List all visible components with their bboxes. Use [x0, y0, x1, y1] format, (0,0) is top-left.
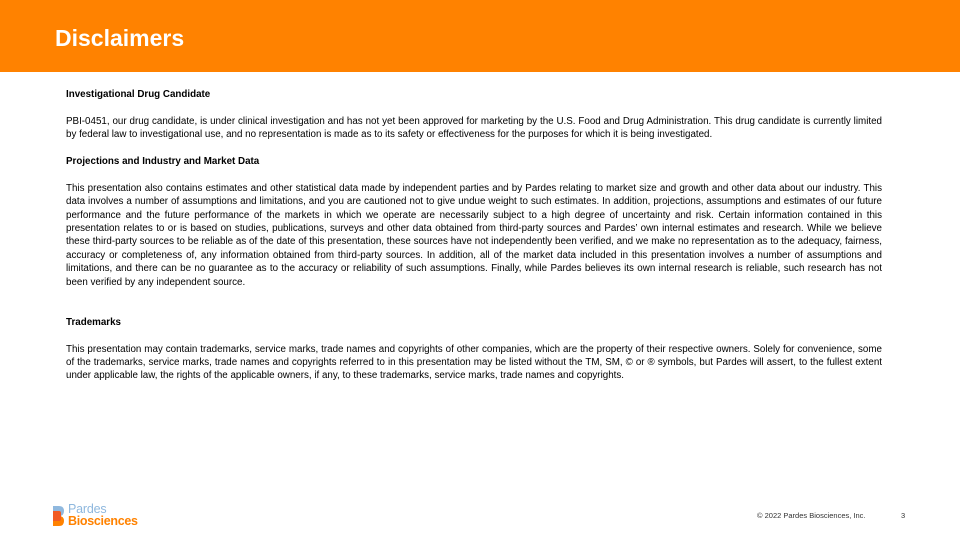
- section-spacer: [66, 142, 882, 155]
- section-spacer: [66, 289, 882, 316]
- header-banner: [0, 0, 960, 72]
- disclaimer-content: [66, 88, 882, 383]
- section-body-investigational: PBI-0451, our drug candidate, is under clinical investigation and has not yet been approved for marketing by the U.S. Food and Drug Administration. This drug candidate is currently limited by federal law to investigational use, and no representation is made as to its safety or effectiveness for the purposes for which it is being investigated.: [66, 115, 882, 141]
- logo-word-biosciences: Biosciences: [68, 514, 138, 528]
- section-body-market-data: This presentation also contains estimates and other statistical data made by independent parties and by Pardes relating to market size and growth and other data about our industry. This data involves a number of assumptions and limitations, and you are cautioned not to give undue weight to such estimates. In addition, projections, assumptions and estimates of our future performance and the future performance of the markets in which we operate are necessarily subject to a high degree of uncertainty and risk. Certain information contained in this presentation relates to or is based on studies, publications, surveys and other data obtained from third-party sources and Pardes’ own internal estimates and research. While we believe these third-party sources to be reliable as of the date of this presentation, these sources have not independently been verified, and we make no representation as to the adequacy, fairness, accuracy or completeness of, any information obtained from third-party sources. In addition, all of the market data included in this presentation involves a number of assumptions and limitations, and there can be no guarantee as to the accuracy or reliability of such assumptions. Finally, while Pardes believes its own internal research is reliable, such research has not been verified by any independent source.: [66, 182, 882, 288]
- copyright-notice: © 2022 Pardes Biosciences, Inc.: [757, 511, 866, 520]
- section-heading-trademarks: Trademarks: [66, 316, 122, 328]
- page-number: 3: [901, 511, 906, 520]
- page-title: Disclaimers: [55, 25, 185, 51]
- section-heading-market-data: Projections and Industry and Market Data: [66, 156, 260, 167]
- section-heading-investigational: Investigational Drug Candidate: [66, 89, 211, 100]
- logo-word-pardes: Pardes: [68, 502, 107, 516]
- pardes-logo: [53, 504, 153, 528]
- pardes-logo-mark-icon: [53, 505, 65, 527]
- section-body-trademarks: This presentation may contain trademarks, service marks, trade names and copyrights of other companies, which are the property of their respective owners. Solely for convenience, some of the trademarks, service marks, trade names and copyrights referred to in this presentation may be listed without the TM, SM, © or ® symbols, but Pardes will assert, to the fullest extent under applicable law, the rights of the applicable owners, if any, to these trademarks, service marks, trade names and copyrights.: [66, 343, 882, 382]
